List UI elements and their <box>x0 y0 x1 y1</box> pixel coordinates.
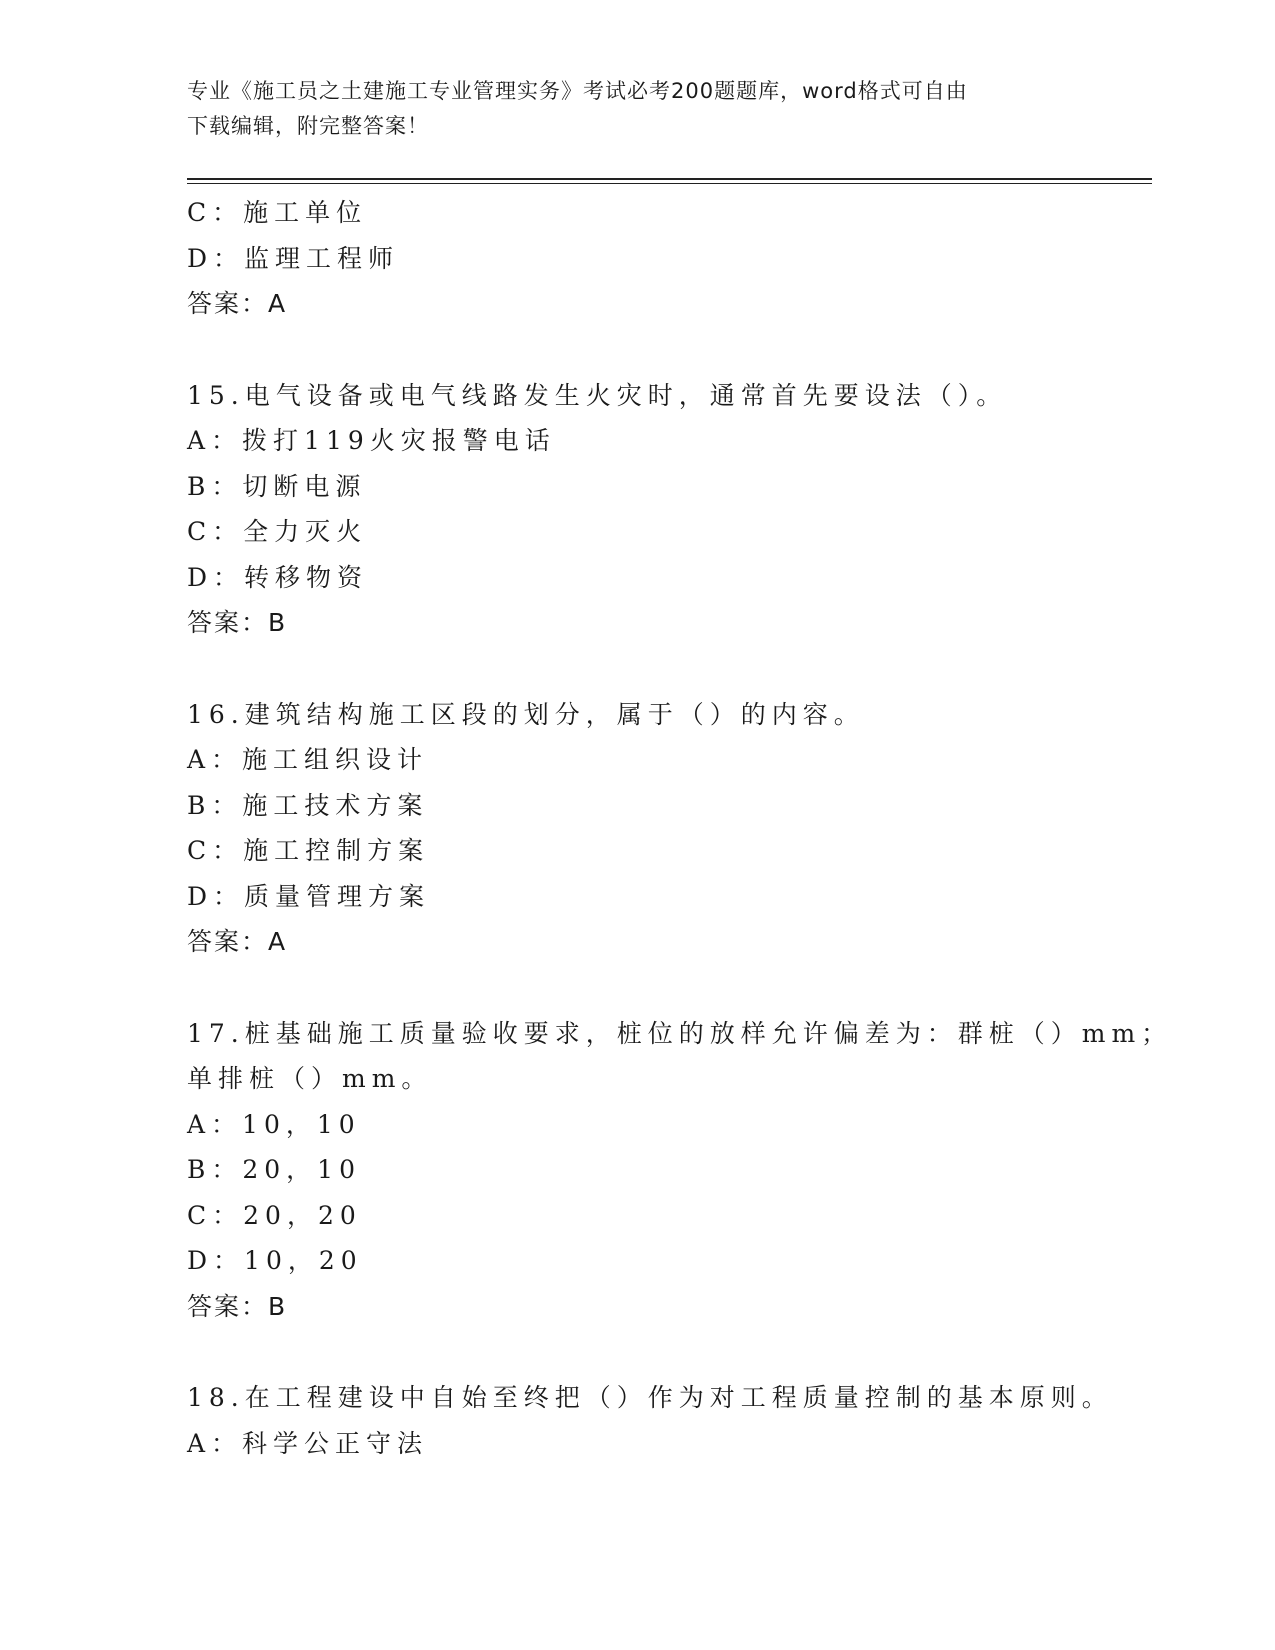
option-b: B：切断电源 <box>187 471 367 501</box>
answer: 答案：B <box>187 608 288 637</box>
document-header <box>187 74 1067 144</box>
answer: 答案：A <box>187 289 288 318</box>
option-d: D：10，20 <box>187 1246 363 1275</box>
option-d: D：转移物资 <box>187 562 369 592</box>
question-text-line-1: 17.桩基础施工质量验收要求，桩位的放样允许偏差为：群桩（）mm； <box>187 1018 1173 1048</box>
question-text: 18.在工程建设中自始至终把（）作为对工程质量控制的基本原则。 <box>187 1383 1113 1412</box>
option-a: A：施工组织设计 <box>187 745 429 774</box>
question-block-18 <box>187 1375 1113 1466</box>
option-c: C：20，20 <box>187 1200 362 1230</box>
option-c: C：施工控制方案 <box>187 836 430 865</box>
question-text: 16.建筑结构施工区段的划分，属于（）的内容。 <box>187 699 865 729</box>
question-block-15 <box>187 373 1087 646</box>
spacer <box>187 327 1087 373</box>
option-a: A：拨打119火灾报警电话 <box>187 426 556 455</box>
question-text-line-2: 单排桩（）mm。 <box>187 1064 433 1093</box>
question-text: 15.电气设备或电气线路发生火灾时，通常首先要设法（）。 <box>187 380 1008 410</box>
question-block-16 <box>187 692 1087 965</box>
header-line-2: 下载编辑，附完整答案！ <box>187 114 429 138</box>
option-b: B：施工技术方案 <box>187 790 429 820</box>
question-list <box>187 190 1173 1466</box>
spacer <box>187 646 1087 692</box>
option-b: B：20，10 <box>187 1155 361 1184</box>
header-divider-thin <box>187 183 1152 184</box>
spacer <box>187 965 1087 1011</box>
option-c: C：施工单位 <box>187 198 368 227</box>
option-a: A：科学公正守法 <box>187 1428 429 1458</box>
answer: 答案：A <box>187 927 288 956</box>
question-block-17 <box>187 1011 1173 1330</box>
option-a: A：10，10 <box>187 1109 361 1139</box>
option-c: C：全力灭火 <box>187 517 368 546</box>
spacer <box>187 1329 1087 1375</box>
answer: 答案：B <box>187 1291 288 1321</box>
header-line-1: 专业《施工员之土建施工专业管理实务》考试必考200题题库，word格式可自由 <box>187 79 968 103</box>
option-d: D：监理工程师 <box>187 243 400 273</box>
option-d: D：质量管理方案 <box>187 881 431 911</box>
header-divider-thick <box>187 178 1152 180</box>
question-block-14 <box>187 190 1087 327</box>
